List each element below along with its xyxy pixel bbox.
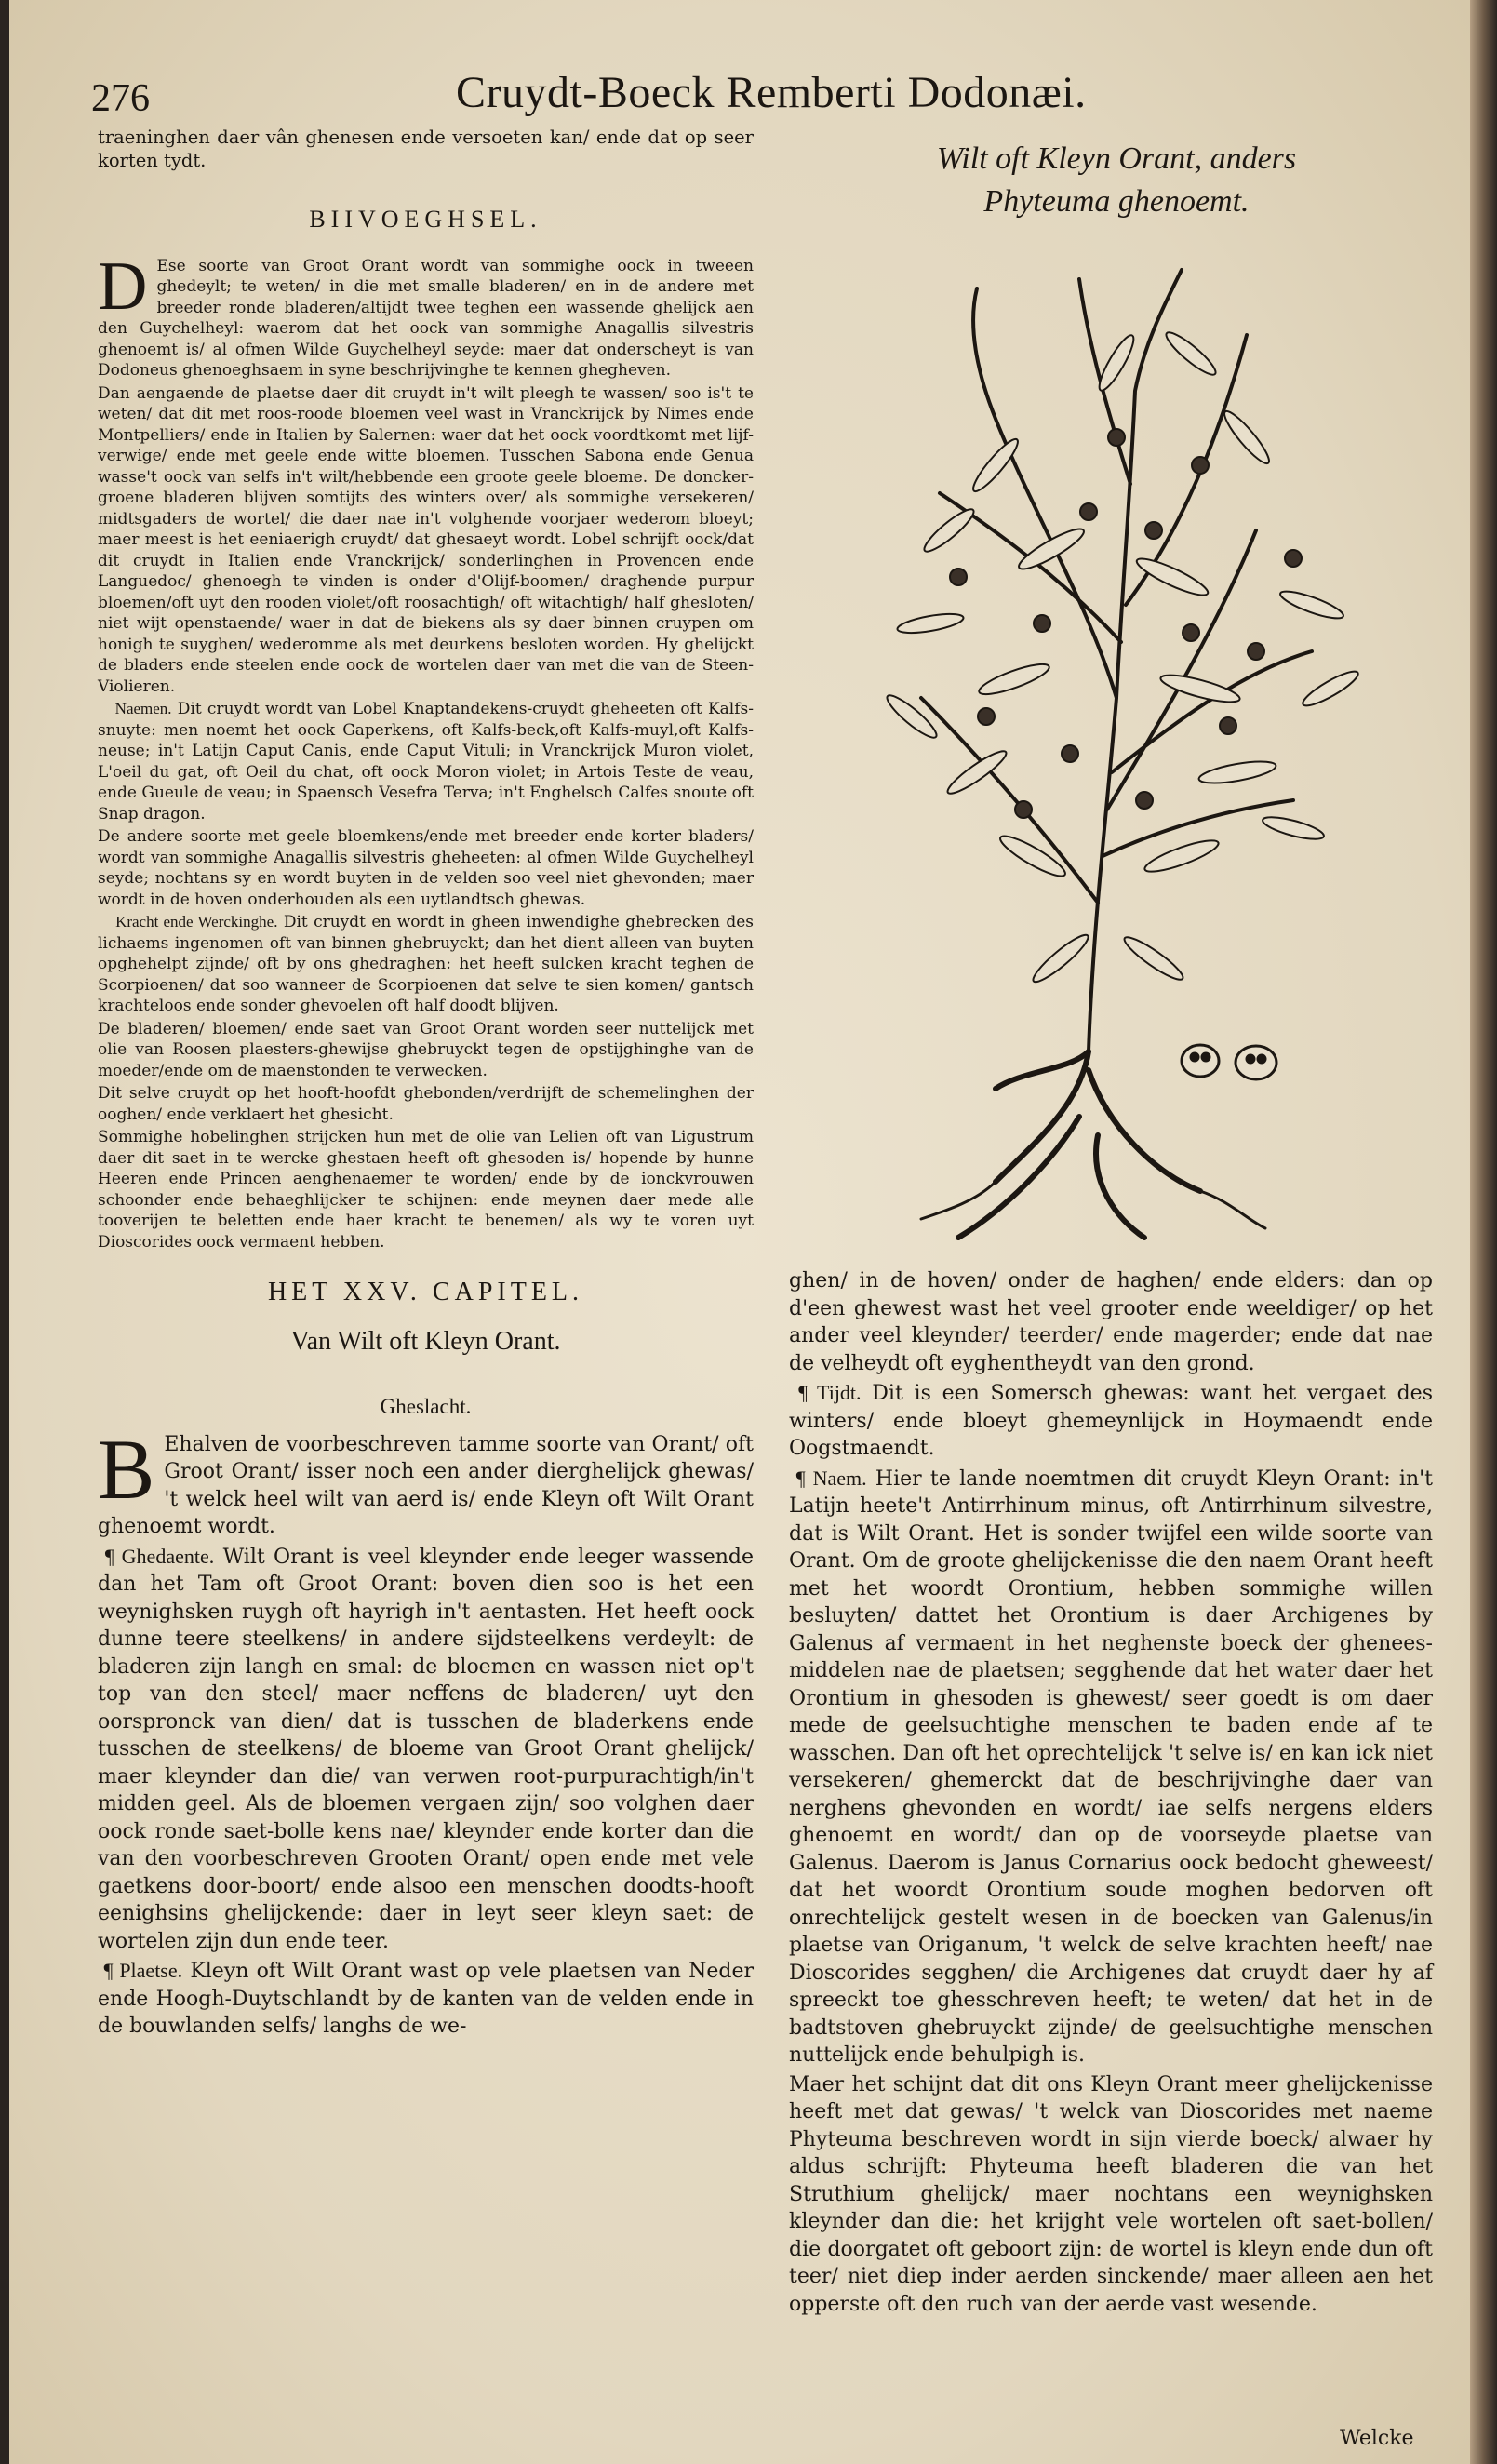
right-column-text	[789, 1267, 1433, 2320]
right-paragraph-2: ¶ Tijdt. Dit is een Somersch ghewas: want het vergaet des winters/ ende bloeyt ghemeynlijck in Hoymaendt ende Oogstmaendt.	[789, 1381, 1433, 1460]
right-paragraph-4: Maer het schijnt dat dit ons Kleyn Orant meer ghelijckenisse heeft met dat gewas/ 't welck van Dioscorides met naeme Phyteuma beschreven wordt in sijn vierde boeck/ alwaer hy aldus schrijft: Phyteuma heeft bladeren die van het Struthium ghelijck/ maer nochtans een weynighsken kleynder dan die: het krijght vele wortelen oft saet-bollen/ die doorgatet oft geboort zijn: de wortel is kleyn ende dun oft teer/ niet diep inder aerden sinckende/ maer alleen aen het opperste oft den ruch van der aerde vast wesende.	[789, 2072, 1433, 2316]
chapter-title: Van Wilt oft Kleyn Orant.	[290, 1327, 561, 1357]
paragraph-7: Dit selve cruydt op het hooft-hoofdt ghebonden/verdrijft de schemelinghen der ooghen/ ende verklaert het ghesicht.	[98, 1084, 754, 1124]
paragraph-9-text: Ehalven de voorbeschreven tamme soorte van Orant/ oft Groot Orant/ isser noch een ander dierghelijck ghewas/ 't welck heel wilt van aerd is/ ende Kleyn oft Wilt Orant ghenoemt wordt.	[98, 1432, 754, 1539]
right-paragraph-2-text: Dit is een Somersch ghewas: want het vergaet des winters/ ende bloeyt ghemeynlijck in Hoymaendt ende Oogstmaendt.	[789, 1382, 1433, 1460]
figure-caption	[800, 138, 1433, 223]
paragraph-2: Dan aengaende de plaetse daer dit cruydt in't wilt pleegh te wassen/ soo is't te weten/ dat dit met roos-roode bloemen veel wast in Vranckrijck by Nimes ende Montpelliers/ ende in Italien by Salernen: waer dat het oock voordtkomt met lijf-verwige/ ende met geele ende witte bloemen. Tusschen Sabona ende Genua wasse't oock van selfs in't wilt/hebbende een groote geele bloeme. De doncker-groene bladeren blijven somtijts des winters over/ als sommighe versekeren/ midtsgaders de wortel/ die daer nae in't volghende voorjaer wederom bloeyt; maer meest is het eeniaerigh cruydt/ dat ghesaeyt wordt. Lobel schrijft oock/dat dit cruydt in Italien ende Vranckrijck/ sonderlinghen in Provencen ende Languedoc/ ghenoegh te vinden is onder d'Olijf-boomen/ draghende purpur bloemen/oft uyt den rooden violet/oft roosachtigh/ oft witachtigh/ half ghesloten/ niet wijt openstaende/ waer in dat de biekens als sy daer binnen cruypen om honigh te suyghen/ wederomme als met deurkens besloten worden. Hy ghelijckt de bladers ende steelen ende oock de wortelen daer van met die van de Steen-Violieren.	[98, 383, 754, 696]
drop-cap-b: B	[98, 1421, 155, 1517]
paragraph-11-text: Kleyn oft Wilt Orant wast op vele plaetsen van Neder ende Hoogh-Duytschlandt by de kanten van de velden ende in de bouwlanden selfs/ langhs de we-	[98, 1960, 754, 2039]
plant-main-stem	[921, 270, 1312, 1051]
detached-seed-heads	[1182, 1045, 1276, 1079]
chapter-heading: HET XXV. CAPITEL.	[267, 1278, 584, 1307]
paragraph-3-text: Dit cruydt wordt van Lobel Knaptandekens-cruydt gheheeten oft Kalfs-snuyte: men noemt het oock Gaperkens, oft Kalfs-beck,oft Kalfs-muyl,oft Kalfs-neuse; in't Latijn Caput Canis, ende Caput Vituli; in Vranckrijck Muron violet, L'oeil du gat, oft Oeil du chat, oft oock Moron violet; in Artois Teste de veau, ende Gueule de veau; in Spaensch Vesefra Terva; in't Enghelsch Calfes snoute oft Snap dragon.	[98, 700, 755, 824]
ghedaente-label: Ghedaente.	[121, 1544, 215, 1568]
paragraph-1	[98, 248, 754, 382]
paragraph-4: De andere soorte met geele bloemkens/ende met breeder ende korter bladers/ wordt van sommighe Anagallis silvestris gheheeten: al ofmen Wilde Guychelheyl seyde; nochtans sy en wordt buyten in de velden soo veel niet ghevonden; maer wordt in de hoven onderhouden als een uytlandtsch ghewas.	[98, 827, 754, 909]
book-spine-shadow	[1470, 0, 1497, 2464]
running-head: Cruydt-Boeck Remberti Dodonæi.	[456, 68, 1087, 117]
book-page	[9, 0, 1470, 2464]
paragraph-10: ¶ Ghedaente. Wilt Orant is veel kleynder ende leeger wassende dan het Tam oft Groot Orant: boven dien soo is het een weynighsken ruygh oft hayrigh in't aentasten. Het heeft oock dunne teere steelkens/ in andere sijdsteelkens verdeylt: de bladeren zijn langh en smal: de bloemen en wassen niet op't top van den steel/ maer neffens de bladeren/ uyt den oorspronck van dien/ dat is tusschen de bladerkens ende tusschen de steelkens/ de bloeme van Groot Orant ghelijck/ maer kleynder dan die/ van verwen root-purpurachtigh/in't midden geel. Als de bloemen vergaen zijn/ soo volghen daer oock ronde saet-bolle kens nae/ kleynder ende korter dan die van den voorbeschreven Grooten Orant/ open ende met vele gaetkens door-boort/ ende alsoo een menschen doodts-hooft eenighsins ghelijckende: daer in leyt seer kleyn saet: de wortelen zijn dun ende teer.	[98, 1544, 755, 1953]
plant-root	[958, 1051, 1200, 1238]
woodcut-plant-illustration	[809, 251, 1442, 1252]
section-heading: BIIVOEGHSEL.	[309, 206, 542, 234]
kracht-label: Kracht ende Werckinghe.	[115, 913, 278, 931]
paragraph-11: ¶ Plaetse. Kleyn oft Wilt Orant wast op vele plaetsen van Neder ende Hoogh-Duytschlandt by de kanten van de velden ende in de bouwlanden selfs/ langhs de we-	[98, 1959, 754, 2039]
figure-caption-line-1: Wilt oft Kleyn Orant, anders	[936, 141, 1297, 176]
catchword: Welcke	[1340, 2427, 1414, 2450]
right-paragraph-3-text: Hier te lande noemtmen dit cruydt Kleyn Orant: in't Latijn heete't Antirrhinum minus, oft Antirrhinum silvestre, dat is Wilt Orant. Het is sonder twijfel een wilde soorte van Orant. Om de groote ghelijckenisse die den naem Orant heeft met het woordt Orontium, hebben sommighe willen besluyten/ dattet het Orontium is daer Archigenes by Galenus af vermaent in het neghenste boeck der ghenees-middelen nae de plaetsen; segghende dat het water daer het Orontium in ghesoden is ghewest/ seer goedt is om daer mede de geelsuchtighe menschen te baden ende af te wasschen. Dan oft het oprechtelijck 't selve is/ en kan ick niet versekeren/ ghemerckt dat de beschrijvinghe daer van nerghens ghevonden en wordt/ iae selfs nergens elders ghenoemt en wordt/ dan op de voorseyde plaetse van Galenus. Daerom is Janus Cornarius oock bedocht gheweest/ dat het woordt Orontium soude moghen bedorven oft onrechtelijck gestelt wesen in de boecken van Galenus/in plaetse van Origanum, 't welck de selve krachten heeft/ nae Dioscorides segghen/ die Archigenes dat cruydt daer hy af spreeckt toe ghesschreven heeft; te weten/ dat het in de badtstoven ghebruyckt zijnde/ de geelsuchtighe menschen nuttelijck ende behulpigh is.	[789, 1466, 1434, 2067]
paragraph-5	[98, 912, 754, 1017]
figure-caption-line-2: Phyteuma ghenoemt.	[983, 184, 1250, 219]
paragraph-8: Sommighe hobelinghen strijcken hun met de olie van Lelien oft van Ligustrum daer dit saet in te wercke ghestaen heeft oft ghesoden is/ hopende by hunne Heeren ende Princen aenghenaemer te worden/ ende by de ionckvrouwen schoonder ende behaeghlijcker te schijnen: ende meynen daer mede alle tooverijen te beletten ende haer kracht te benemen/ als wy te voren uyt Dioscorides oock vermaent hebben.	[98, 1128, 754, 1252]
right-paragraph-3: ¶ Naem. Hier te lande noemtmen dit cruydt Kleyn Orant: in't Latijn heete't Antirrhinum minus, oft Antirrhinum silvestre, dat is Wilt Orant. Het is sonder twijfel een wilde soorte van Orant. Om de groote ghelijckenisse die den naem Orant heeft met het woordt Orontium, hebben sommighe willen besluyten/ dattet het Orontium is daer Archigenes by Galenus af vermaent in het neghenste boeck der ghenees-middelen nae de plaetsen; segghende dat het water daer het Orontium in ghesoden is ghewest/ seer goedt is om daer mede de geelsuchtighe menschen te baden ende af te wasschen. Dan oft het oprechtelijck 't selve is/ en kan ick niet versekeren/ ghemerckt dat de beschrijvinghe daer van nerghens ghevonden en wordt/ iae selfs nergens elders ghenoemt en wordt/ dan op de voorseyde plaetse van Galenus. Daerom is Janus Cornarius oock bedocht gheweest/ dat het woordt Orontium soude moghen bedorven oft onrechtelijck gestelt wesen in de boecken van Galenus/in plaetse van Origanum, 't welck de selve krachten heeft/ nae Dioscorides segghen/ die Archigenes dat cruydt daer hy af spreeckt toe ghesschreven heeft; te weten/ dat het in de badtstoven ghebruyckt zijnde/ de geelsuchtighe menschen nuttelijck ende behulpigh is.	[789, 1466, 1434, 2067]
paragraph-10-text: Wilt Orant is veel kleynder ende leeger wassende dan het Tam oft Groot Orant: boven dien soo is het een weynighsken ruygh oft hayrigh in't aentasten. Het heeft oock dunne teere steelkens/ in andere sijdsteelkens verdeylt: de bladeren zijn langh en smal: de bloemen en wassen niet op't top van den steel/ maer neffens de bladeren/ uyt den oorspronck van dien/ dat is tusschen de bladerkens ende tusschen de steelkens/ de bloeme van Groot Orant ghelijck/ maer kleynder dan die/ van verwen root-purpurachtigh/in't midden geel. Als de bloemen vergaen zijn/ soo volghen daer oock ronde saet-bolle kens nae/ kleynder ende korter dan die van den voorbeschreven Grooten Orant/ open ende met vele gaetkens door-boort/ ende alsoo een menschen doodts-hooft eenighsins ghelijckende: daer in leyt seer kleyn saet: de wortelen zijn dun ende teer.	[98, 1545, 755, 1953]
left-column	[98, 126, 754, 2042]
paragraph-5-text: Dit cruydt en wordt in gheen inwendighe ghebrecken des lichaems ingenomen oft van binnen ghebruyckt; dan het dient alleen van buyten opghehelpt zijnde/ oft by ons ghedraghen: het heeft sulcken kracht teghen de Scorpioenen/ dat soo wanneer de Scorpioenen dat selve te sien komen/ gantsch krachteloos ende sonder ghevoelen oft half doodt blijven.	[98, 913, 754, 1016]
paragraph-6: De bladeren/ bloemen/ ende saet van Groot Orant worden seer nuttelijck met olie van Roosen plaesters-ghewijse ghebruyckt tegen de opstijghinghe van de moeder/ende om de maenstonden te verwecken.	[98, 1019, 754, 1080]
right-paragraph-1: ghen/ in de hoven/ onder de haghen/ ende elders: dan op d'een ghewest wast het veel grooter ende weeldiger/ op het ander veel kleynder/ teerder/ ende magerder; ende dat nae de velheydt oft eyghentheydt van den grond.	[789, 1269, 1433, 1375]
page-number: 276	[91, 77, 150, 120]
drop-cap-d: D	[98, 248, 148, 325]
intro-lines: traeninghen daer vân ghenesen ende versoeten kan/ ende dat op seer korten tydt.	[98, 127, 754, 172]
paragraph-9	[98, 1421, 754, 1541]
page-header	[9, 58, 1470, 123]
paragraph-1-text: Ese soorte van Groot Orant wordt van sommighe oock in tweeen ghedeylt; te weten/ in die met smalle bladeren/ en in de andere met breeder ronde bladeren/altijdt twee teghen een wassende ghelijck aen den Guychelheyl: waerom dat het oock van sommighe Anagallis silvestris ghenoemt is/ al ofmen Wilde Guychelheyl seyde: maer dat onderscheyt is van Dodoneus ghenoeghsaem in syne beschrijvinghe te kennen ghegheven.	[98, 256, 754, 381]
naem-label: Naem.	[812, 1466, 867, 1490]
plaetse-label: Plaetse.	[119, 1959, 183, 1983]
naemen-label: Naemen.	[114, 700, 172, 718]
tijdt-label: Tijdt.	[817, 1381, 862, 1404]
paragraph-3	[98, 699, 754, 824]
gheslacht-subheading: Gheslacht.	[380, 1394, 472, 1418]
